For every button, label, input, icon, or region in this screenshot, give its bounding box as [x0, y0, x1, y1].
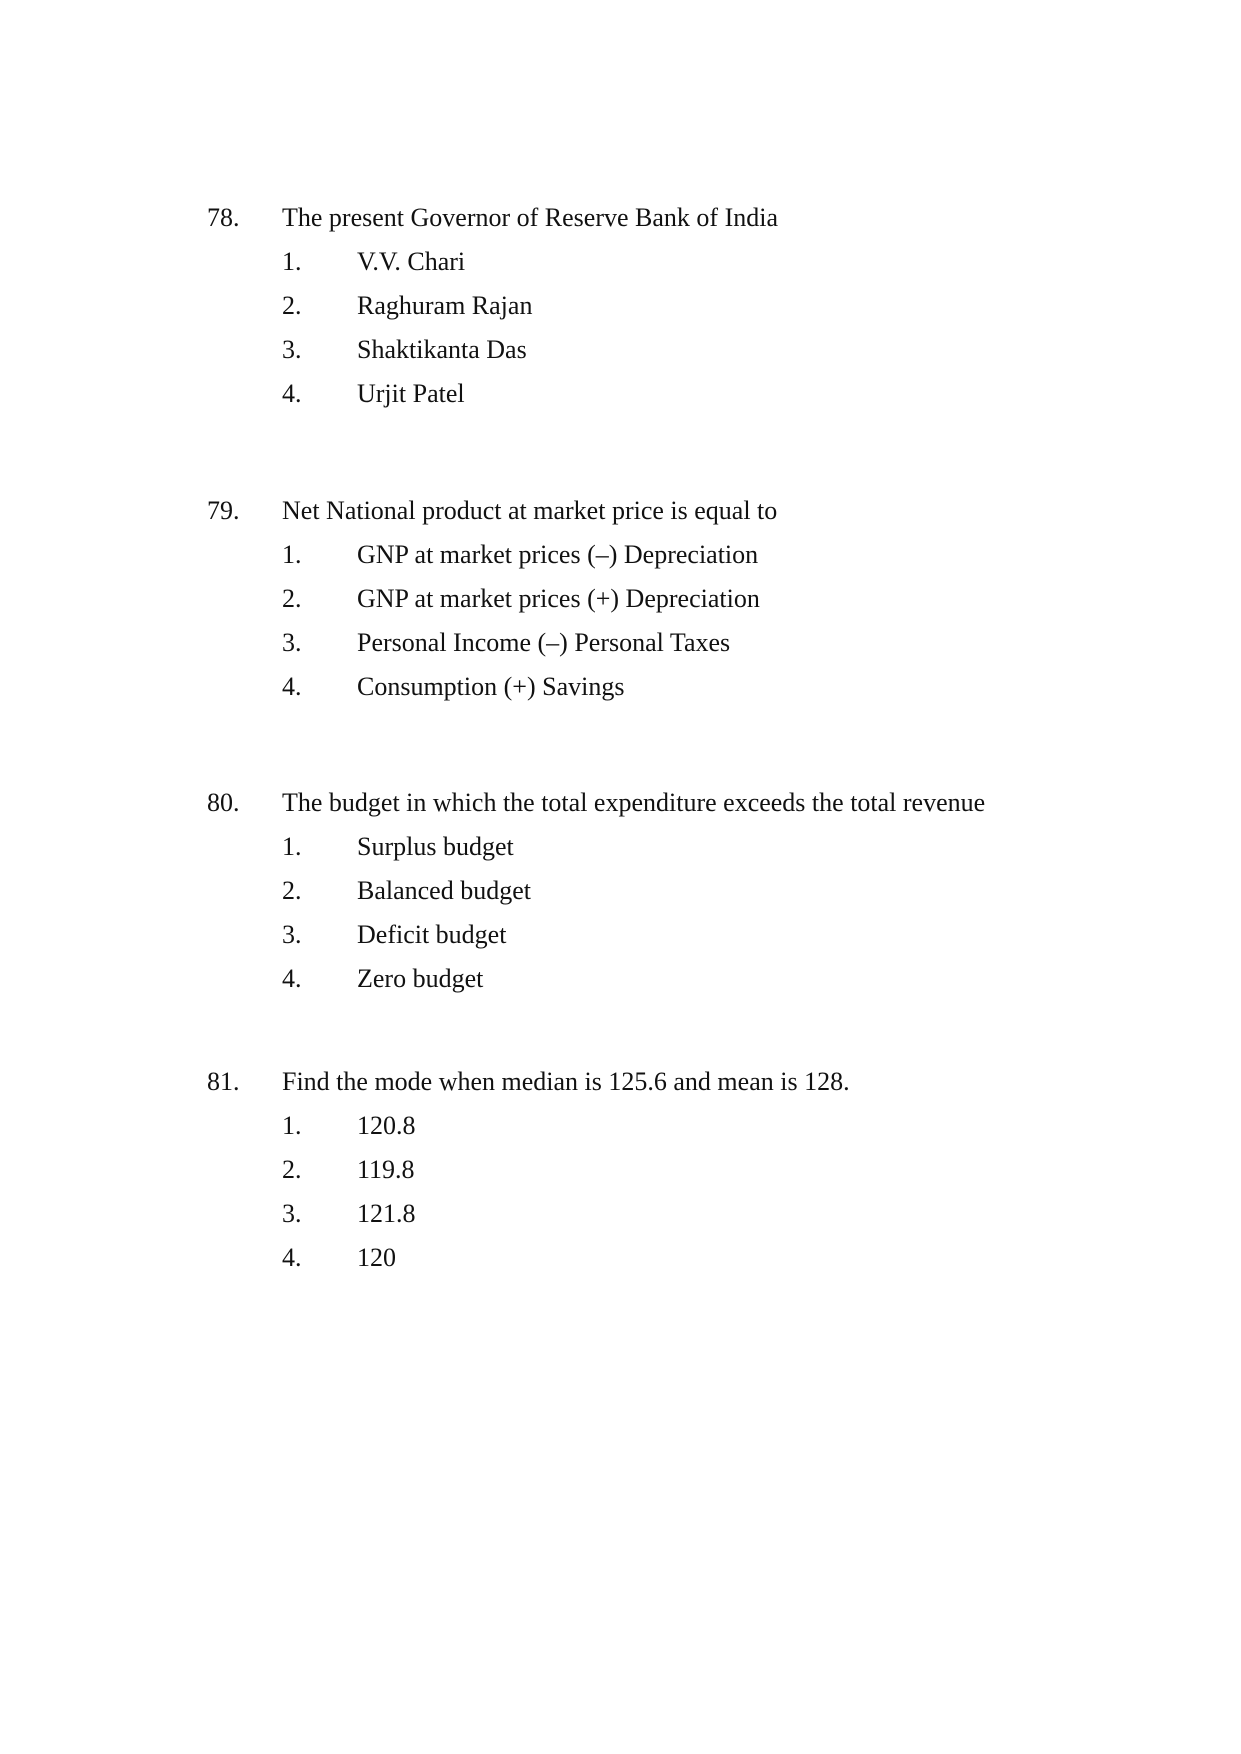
- option-number: 3.: [282, 920, 302, 949]
- option-number: 4.: [282, 379, 302, 408]
- option-3: [0, 328, 1241, 372]
- option-2: [0, 577, 1241, 621]
- option-number: 2.: [282, 291, 302, 320]
- option-text: Urjit Patel: [357, 379, 465, 408]
- option-text: Shaktikanta Das: [357, 335, 527, 364]
- option-4: [0, 665, 1241, 709]
- option-4: [0, 372, 1241, 416]
- option-text: Deficit budget: [357, 920, 507, 949]
- option-1: [0, 240, 1241, 284]
- option-text: Consumption (+) Savings: [357, 672, 625, 701]
- option-number: 2.: [282, 1155, 302, 1184]
- option-number: 3.: [282, 628, 302, 657]
- option-4: [0, 1236, 1241, 1280]
- question-stem: [0, 1060, 1241, 1104]
- question-text: The present Governor of Reserve Bank of India: [282, 203, 778, 232]
- option-number: 3.: [282, 335, 302, 364]
- option-3: [0, 621, 1241, 665]
- option-text: Balanced budget: [357, 876, 531, 905]
- question-number: 79.: [207, 496, 240, 525]
- option-text: GNP at market prices (–) Depreciation: [357, 540, 759, 569]
- question-stem: [0, 489, 1241, 533]
- option-text: GNP at market prices (+) Depreciation: [357, 584, 760, 613]
- option-number: 1.: [282, 247, 302, 276]
- option-number: 2.: [282, 584, 302, 613]
- option-number: 4.: [282, 964, 302, 993]
- question-number: 80.: [207, 788, 240, 817]
- option-number: 1.: [282, 832, 302, 861]
- option-3: [0, 913, 1241, 957]
- question-78: [0, 196, 1241, 416]
- question-stem: [0, 781, 1241, 825]
- option-2: [0, 1148, 1241, 1192]
- question-79: [0, 489, 1241, 709]
- option-text: 119.8: [357, 1155, 415, 1184]
- option-2: [0, 869, 1241, 913]
- option-text: Raghuram Rajan: [357, 291, 533, 320]
- question-stem: [0, 196, 1241, 240]
- option-text: 121.8: [357, 1199, 416, 1228]
- question-number: 78.: [207, 203, 240, 232]
- option-1: [0, 533, 1241, 577]
- option-4: [0, 957, 1241, 1001]
- option-number: 1.: [282, 1111, 302, 1140]
- option-text: Personal Income (–) Personal Taxes: [357, 628, 731, 657]
- option-text: Zero budget: [357, 964, 484, 993]
- option-number: 1.: [282, 540, 302, 569]
- option-number: 3.: [282, 1199, 302, 1228]
- option-number: 4.: [282, 672, 302, 701]
- option-text: 120: [357, 1243, 396, 1272]
- option-1: [0, 1104, 1241, 1148]
- question-81: [0, 1060, 1241, 1280]
- question-text: Find the mode when median is 125.6 and mean is 128.: [282, 1067, 850, 1096]
- option-3: [0, 1192, 1241, 1236]
- question-text: The budget in which the total expenditure exceeds the total revenue: [282, 788, 986, 817]
- question-80: [0, 781, 1241, 1001]
- option-text: Surplus budget: [357, 832, 514, 861]
- option-number: 2.: [282, 876, 302, 905]
- option-text: 120.8: [357, 1111, 416, 1140]
- question-number: 81.: [207, 1067, 240, 1096]
- option-number: 4.: [282, 1243, 302, 1272]
- option-1: [0, 825, 1241, 869]
- question-text: Net National product at market price is equal to: [282, 496, 778, 525]
- option-2: [0, 284, 1241, 328]
- option-text: V.V. Chari: [357, 247, 466, 276]
